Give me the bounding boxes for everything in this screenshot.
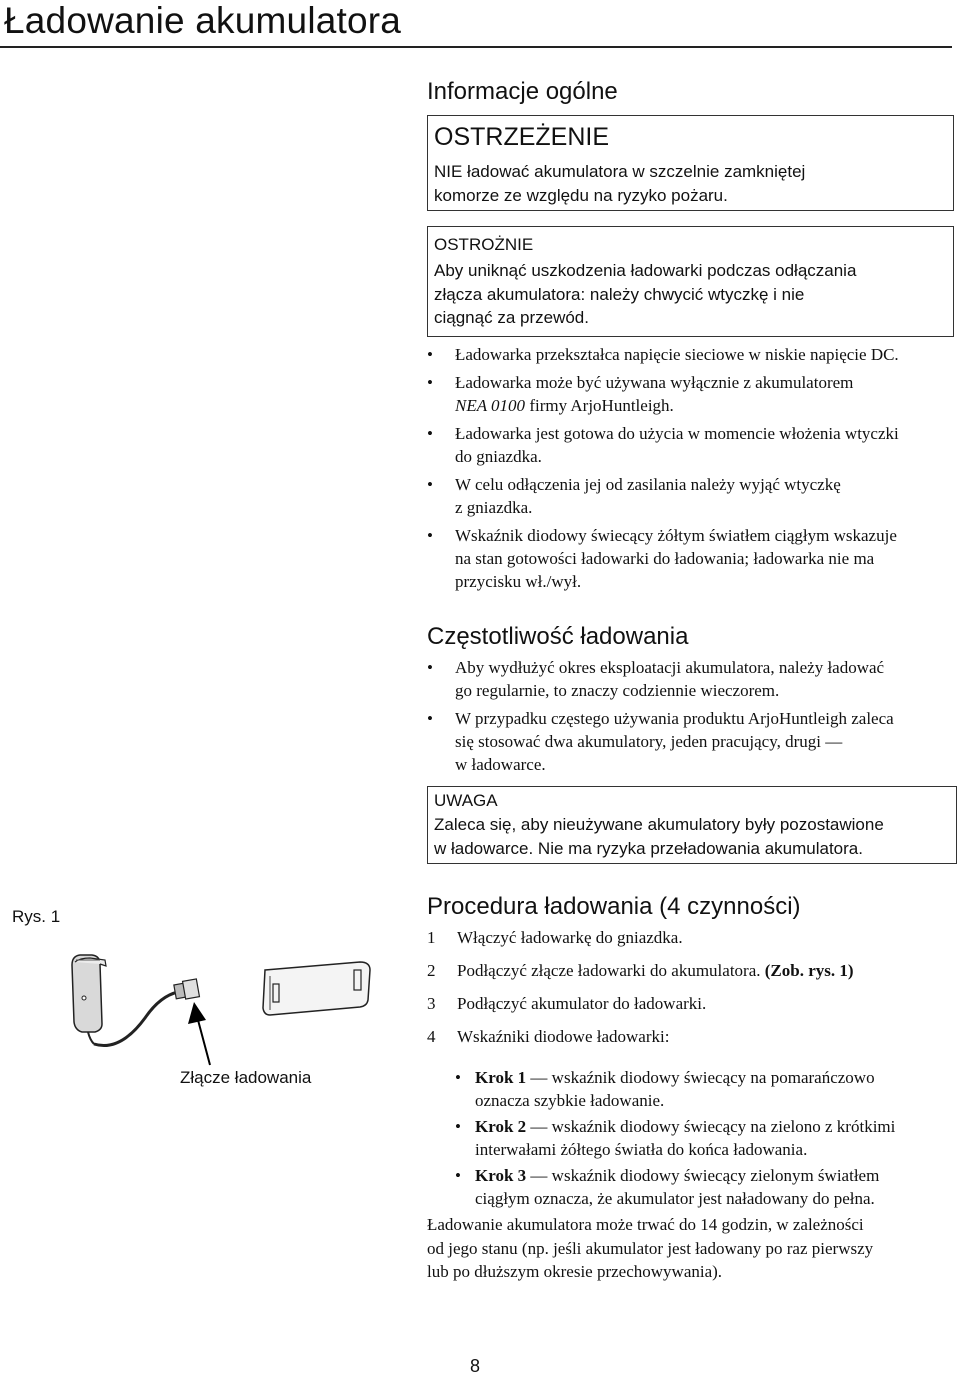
bullet-glyph: • — [427, 373, 433, 392]
led-step-text: oznacza szybkie ładowanie. — [475, 1090, 665, 1110]
led-step-text: ciągłym oznacza, że akumulator jest naładowany do pełna. — [475, 1188, 875, 1208]
frequency-bullet-list — [427, 656, 957, 781]
charger-figure — [60, 940, 380, 1070]
note-line-1: Zaleca się, aby nieużywane akumulatory były pozostawione — [434, 815, 884, 834]
warning-line-2: komorze ze względu na ryzyko pożaru. — [434, 185, 728, 205]
page-title: Ładowanie akumulatora — [4, 0, 402, 41]
list-item — [427, 473, 957, 519]
bullet-text: na stan gotowości ładowarki do ładowania; ładowarka nie ma — [455, 549, 875, 568]
step-number: 1 — [427, 928, 436, 947]
step-text: Włączyć ładowarkę do gniazdka. — [457, 928, 683, 947]
list-item — [455, 1067, 955, 1112]
bullet-glyph: • — [427, 709, 433, 728]
callout-arrow-icon — [188, 1002, 210, 1065]
step-number: 2 — [427, 961, 436, 980]
list-item — [427, 1025, 957, 1048]
caution-line-3: ciągnąć za przewód. — [434, 308, 589, 327]
product-model-name: NEA 0100 — [455, 396, 526, 415]
warning-title: OSTRZEŻENIE — [434, 123, 610, 151]
section-heading-procedure: Procedura ładowania (4 czynności) — [427, 893, 801, 920]
note-text: od jego stanu (np. jeśli akumulator jest ładowany po raz pierwszy — [427, 1238, 874, 1258]
figure-label: Rys. 1 — [12, 907, 61, 926]
led-step-text: interwałami żółtego światła do końca ładowania. — [475, 1139, 808, 1159]
led-step-list — [455, 1067, 955, 1214]
bullet-text: Ładowarka przekształca napięcie sieciowe w niskie napięcie DC. — [455, 345, 899, 364]
figure-reference: (Zob. rys. 1) — [764, 961, 854, 980]
general-bullet-list — [427, 343, 957, 598]
figure-callout-label: Złącze ładowania — [180, 1068, 312, 1087]
bullet-glyph: • — [427, 658, 433, 677]
section-heading-frequency: Częstotliwość ładowania — [427, 623, 689, 650]
list-item — [427, 926, 957, 949]
list-item — [427, 656, 957, 702]
bullet-text: Wskaźnik diodowy świecący żółtym światłem ciągłym wskazuje — [455, 526, 897, 545]
charging-connector-icon — [174, 979, 200, 999]
bullet-glyph: • — [427, 424, 433, 443]
list-item — [427, 707, 957, 776]
list-item — [427, 422, 957, 468]
note-line-2: w ładowarce. Nie ma ryzyka przeładowania akumulatora. — [434, 838, 863, 858]
charger-icon — [72, 955, 106, 1044]
list-item — [427, 959, 957, 982]
caution-line-2: złącza akumulatora: należy chwycić wtyczkę i nie — [434, 284, 805, 304]
bullet-text: Ładowarka może być używana wyłącznie z akumulatorem — [455, 373, 854, 392]
battery-icon — [263, 962, 370, 1015]
title-divider — [0, 46, 952, 48]
list-item — [455, 1116, 955, 1161]
bullet-text: przycisku wł./wył. — [455, 572, 582, 591]
led-step-label: Krok 1 — [475, 1068, 527, 1087]
bullet-glyph: • — [427, 475, 433, 494]
step-text: Podłączyć złącze ładowarki do akumulatora. — [457, 961, 765, 980]
led-step-label: Krok 2 — [475, 1117, 527, 1136]
bullet-glyph: • — [455, 1166, 461, 1185]
bullet-text: W celu odłączenia jej od zasilania należy wyjąć wtyczkę — [455, 475, 841, 494]
charger-cable — [94, 992, 178, 1046]
bullet-text: go regularnie, to znaczy codziennie wieczorem. — [455, 681, 780, 700]
bullet-text: z gniazdka. — [455, 498, 533, 517]
bullet-text: W przypadku częstego używania produktu ArjoHuntleigh zaleca — [455, 709, 894, 728]
page-number: 8 — [470, 1356, 481, 1376]
list-item — [455, 1165, 955, 1210]
bullet-text: Ładowarka jest gotowa do użycia w momencie włożenia wtyczki — [455, 424, 899, 443]
caution-line-1: Aby uniknąć uszkodzenia ładowarki podczas odłączania — [434, 261, 857, 280]
note-text: lub po dłuższym okresie przechowywania). — [427, 1262, 723, 1281]
warning-line-1: NIE ładować akumulatora w szczelnie zamkniętej — [434, 162, 806, 181]
bullet-glyph: • — [455, 1068, 461, 1087]
bullet-text: firmy ArjoHuntleigh. — [525, 396, 674, 415]
led-step-text: — wskaźnik diodowy świecący zielonym światłem — [526, 1166, 880, 1185]
charging-duration-note — [427, 1213, 957, 1284]
step-number: 3 — [427, 994, 436, 1013]
bullet-text: się stosować dwa akumulatory, jeden pracujący, drugi — — [455, 732, 843, 751]
list-item — [427, 524, 957, 593]
bullet-text: w ładowarce. — [455, 755, 546, 774]
step-text: Podłączyć akumulator do ładowarki. — [457, 994, 707, 1013]
note-text: Ładowanie akumulatora może trwać do 14 godzin, w zależności — [427, 1215, 864, 1234]
note-box — [427, 786, 957, 864]
caution-title: OSTROŻNIE — [434, 235, 534, 254]
led-step-text: — wskaźnik diodowy świecący na pomarańczowo — [526, 1068, 875, 1087]
list-item — [427, 992, 957, 1015]
led-step-text: — wskaźnik diodowy świecący na zielono z krótkimi — [526, 1117, 896, 1136]
bullet-text: Aby wydłużyć okres eksploatacji akumulatora, należy ładować — [455, 658, 885, 677]
bullet-glyph: • — [455, 1117, 461, 1136]
led-step-label: Krok 3 — [475, 1166, 527, 1185]
warning-box — [427, 115, 954, 211]
bullet-glyph: • — [427, 345, 433, 364]
note-title: UWAGA — [434, 791, 498, 810]
list-item — [427, 343, 957, 366]
caution-box — [427, 226, 954, 337]
step-number: 4 — [427, 1027, 436, 1046]
section-heading-general: Informacje ogólne — [427, 78, 618, 105]
step-text: Wskaźniki diodowe ładowarki: — [457, 1027, 670, 1046]
list-item — [427, 371, 957, 417]
bullet-glyph: • — [427, 526, 433, 545]
procedure-steps — [427, 926, 957, 1058]
bullet-text: do gniazdka. — [455, 447, 542, 466]
